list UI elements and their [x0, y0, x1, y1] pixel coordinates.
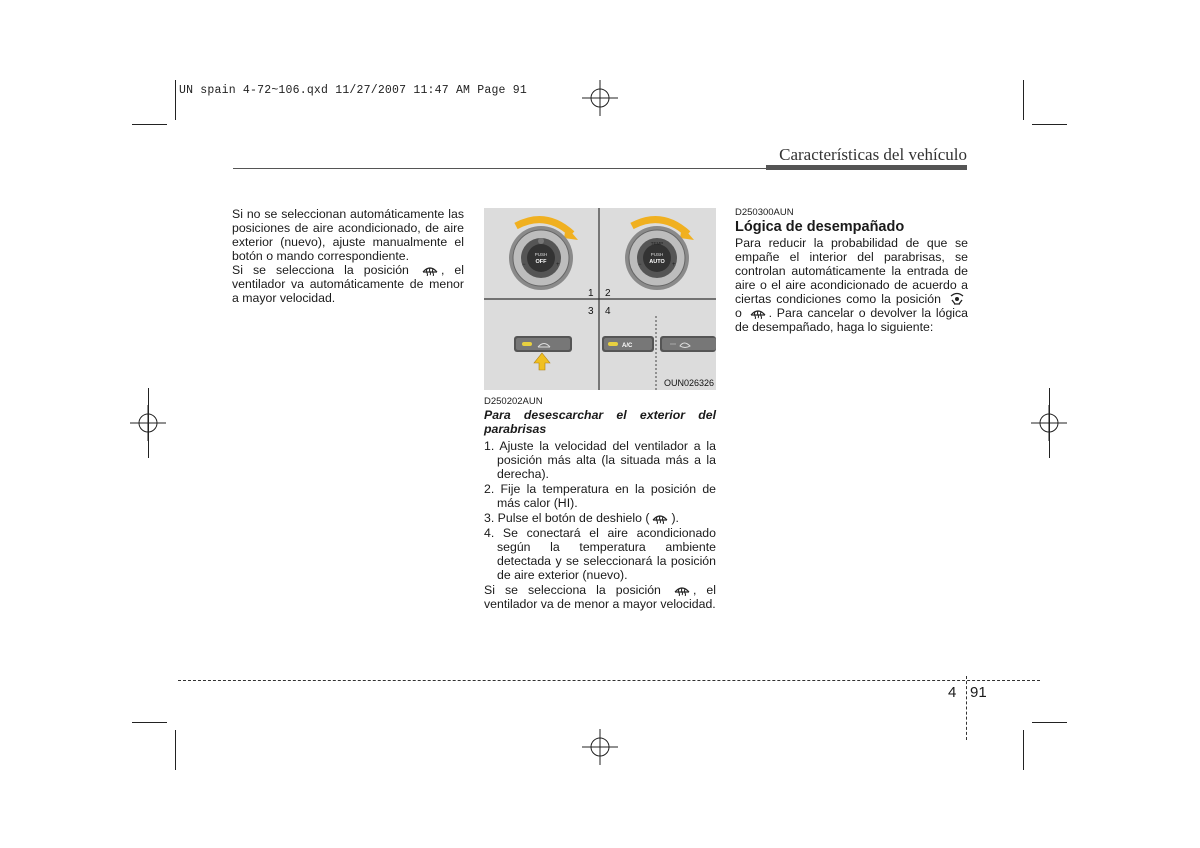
paragraph-text: , el ventilador va automáticamente de menor a mayor velocidad.	[232, 263, 464, 305]
list-item: 1. Ajuste la velocidad del ventilador a la posición más alta (la situada más a la derecha).	[484, 439, 716, 481]
footer-rule	[178, 680, 1040, 681]
footer-divider	[966, 676, 967, 740]
paragraph	[484, 583, 716, 611]
knob1-push-label: PUSH	[534, 252, 548, 257]
registration-mark-icon	[582, 80, 618, 116]
paragraph-text: Para reducir la probabilidad de que se empañe el interior del parabrisas, se controlan automáticamente la entrada de aire o el aire acondicionado de acuerdo a ciertas condiciones como la posición	[735, 236, 968, 306]
floor-defrost-icon	[948, 292, 966, 305]
crop-mark	[175, 80, 176, 120]
quadrant-label-2: 2	[605, 288, 611, 299]
defrost-front-icon	[673, 583, 691, 596]
defrost-front-icon	[421, 263, 439, 276]
defrost-front-icon	[651, 511, 669, 524]
list-item	[484, 511, 716, 525]
paragraph-text: . Para cancelar o devolver la lógica de desempañado, haga lo siguiente:	[735, 306, 969, 334]
knob2-push-label: PUSH	[650, 252, 664, 257]
section-code: D250300AUN	[735, 207, 794, 218]
svg-text:−: −	[522, 262, 526, 268]
section-heading: Lógica de desempañado	[735, 219, 905, 235]
crop-mark	[1023, 80, 1024, 120]
svg-text:+: +	[556, 262, 560, 268]
figure-code: OUN026326	[663, 378, 714, 388]
quadrant-label-1: 1	[588, 288, 594, 299]
crop-mark	[132, 722, 167, 723]
figure-illustration	[484, 208, 716, 390]
list-item: 4. Se conectará el aire acondicionado según la temperatura ambiente detectada y se seleccionará la posición de aire exterior (nuevo).	[484, 526, 716, 582]
paragraph-text: Si se selecciona la posición	[232, 263, 409, 277]
registration-mark-icon	[582, 729, 618, 765]
chapter-number: 4	[948, 684, 957, 701]
crop-mark	[1023, 730, 1024, 770]
quadrant-label-3: 3	[588, 306, 594, 317]
ac-button-label: A/C	[622, 343, 633, 349]
column-1	[232, 207, 464, 305]
list-item-text: ).	[671, 511, 679, 525]
crop-mark	[1049, 388, 1050, 458]
paragraph	[735, 236, 968, 334]
section-code: D250202AUN	[484, 396, 543, 407]
paragraph: Si no se seleccionan automáticamente las posiciones de aire acondicionado, de aire exterior (nuevo), ajuste manualmente el botón o mando correspondiente.	[232, 207, 464, 263]
quadrant-label-4: 4	[605, 306, 611, 317]
header-rule-thick	[766, 165, 967, 170]
paragraph-text: , el ventilador va de menor a mayor velocidad.	[484, 583, 716, 611]
knob1-state-label: OFF	[535, 259, 547, 265]
list-item-text: 3. Pulse el botón de deshielo (	[484, 511, 650, 525]
column-3	[735, 207, 968, 334]
list-item: 2. Fije la temperatura en la posición de más calor (HI).	[484, 482, 716, 510]
crop-mark	[148, 388, 149, 458]
knob2-top-label: TEMP	[650, 241, 664, 246]
column-2	[484, 396, 716, 611]
crop-mark	[1032, 722, 1067, 723]
paragraph-text: o	[735, 306, 742, 320]
climate-control-figure	[484, 208, 716, 390]
paragraph-text: Si se selecciona la posición	[484, 583, 661, 597]
defrost-front-icon	[749, 306, 767, 319]
paragraph	[232, 263, 464, 305]
svg-text:−: −	[638, 262, 642, 268]
crop-mark	[132, 124, 167, 125]
subheading: Para desescarchar el exterior del parabrisas	[484, 408, 716, 436]
svg-text:+: +	[672, 262, 676, 268]
section-title: Características del vehículo	[779, 145, 967, 164]
print-slug: UN spain 4-72~106.qxd 11/27/2007 11:47 AM Page 91	[179, 84, 527, 97]
crop-mark	[1032, 124, 1067, 125]
crop-mark	[175, 730, 176, 770]
knob2-state-label: AUTO	[649, 259, 665, 265]
page-number: 91	[970, 684, 987, 701]
